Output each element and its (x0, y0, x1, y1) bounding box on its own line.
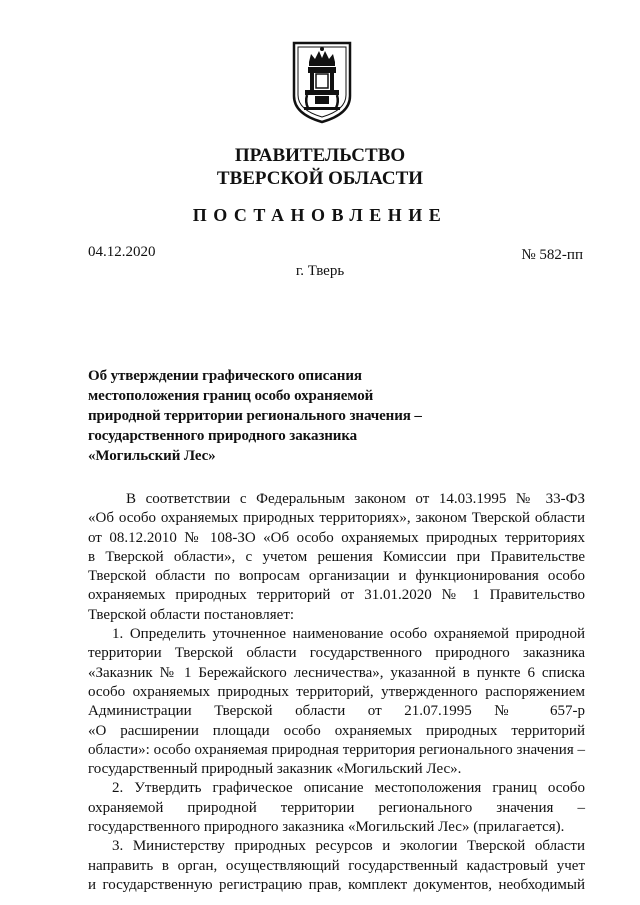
body-line: охраняемых природных территорий от 31.01.2020 № 1 Правительство (88, 587, 585, 604)
body-line: В соответствии с Федеральным законом от 14.03.1995 № 33-ФЗ (126, 491, 585, 507)
body-line: «О расширении площади особо охраняемых природных территорий (88, 722, 585, 739)
body-line: в Тверской области», с учетом решения Комиссии при Правительстве (88, 548, 585, 565)
document-city: г. Тверь (295, 263, 345, 279)
body-line: территории Тверской области государственного природного заказника (88, 645, 585, 662)
subject-line: Об утверждении графического описания (88, 368, 362, 384)
document-date: 04.12.2020 (88, 244, 156, 260)
body-line: государственный природный заказник «Могильский Лес». (88, 761, 462, 778)
government-title-line1: ПРАВИТЕЛЬСТВО (234, 145, 406, 166)
tver-coat-of-arms-icon (291, 40, 353, 124)
body-line: охраняемой природной территории регионального значения – (88, 799, 585, 816)
body-line: и государственную регистрацию прав, комплект документов, необходимый (88, 876, 585, 893)
government-title-line2: ТВЕРСКОЙ ОБЛАСТИ (216, 168, 424, 189)
body-line: 2. Утвердить графическое описание местоположения границ особо (112, 780, 585, 797)
body-line: Администрации Тверской области от 21.07.1995 № 657-р (88, 703, 585, 720)
body-line: 3. Министерству природных ресурсов и экологии Тверской области (112, 838, 585, 855)
body-line: особо охраняемых природных территорий, утвержденного распоряжением (88, 683, 585, 700)
document-type-title: ПОСТАНОВЛЕНИЕ (192, 205, 448, 225)
document-body (88, 490, 585, 895)
body-line: направить в орган, осуществляющий государственный кадастровый учет (88, 857, 585, 874)
body-line: государственного природного заказника «Могильский Лес» (прилагается). (88, 819, 565, 836)
subject-line: местоположения границ особо охраняемой (88, 388, 374, 404)
body-line: области»: особо охраняемая природная территория регионального значения – (88, 741, 585, 758)
subject-line: «Могильский Лес» (88, 448, 216, 464)
body-line: «Об особо охраняемых природных территориях», законом Тверской области (88, 510, 585, 527)
subject-line: государственного природного заказника (88, 428, 358, 444)
subject-line: природной территории регионального значения – (88, 408, 422, 424)
document-subject (88, 366, 448, 466)
body-line: 1. Определить уточненное наименование особо охраняемой природной (112, 626, 585, 643)
document-number: № 582-пп (521, 247, 583, 263)
body-line: Тверской области постановляет: (88, 606, 295, 623)
body-line: от 08.12.2010 № 108-ЗО «Об особо охраняемых природных территориях (88, 529, 585, 546)
body-line: «Заказник № 1 Бережайского лесничества», указанной в пункте 6 списка (88, 664, 585, 681)
body-line: Тверской области по вопросам организации и функционирования особо (88, 568, 585, 585)
